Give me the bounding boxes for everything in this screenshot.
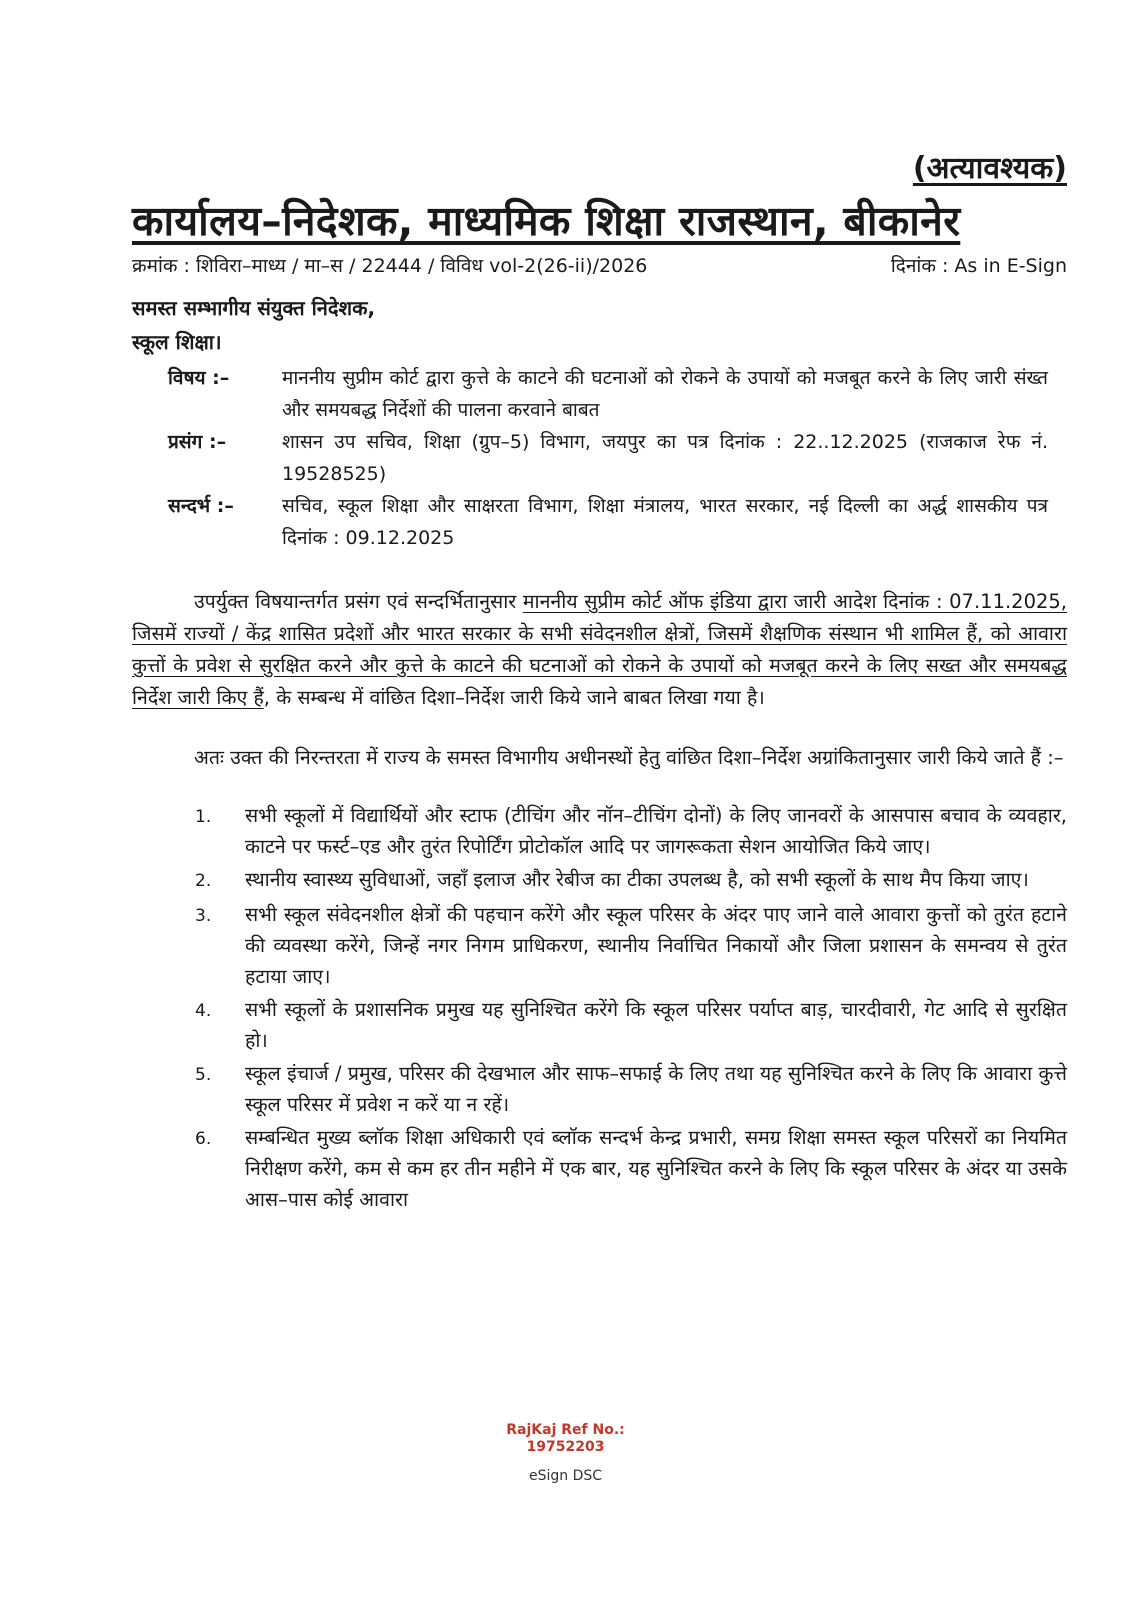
directive-list xyxy=(195,800,1067,1217)
reference-number: क्रमांक : शिविरा–माध्य / मा–स / 22444 / विविध vol-2(26-ii)/2026 xyxy=(132,255,648,277)
para1-underlined: माननीय सुप्रीम कोर्ट ऑफ इंडिया द्वारा जारी आदेश दिनांक : 07.11.2025, जिसमें राज्यों / केंद्र शासित प्रदेशों और भारत सरकार के सभी संवेदनशील क्षेत्रों, जिसमें शैक्षणिक संस्थान भी शामिल हैं, को आवारा कुत्तों के प्रवेश से सुरक्षित करने और कुत्ते के काटने की घटनाओं को रोकने के उपायों को मजबूत करने के लिए सख्त और समयबद्ध निर्देश जारी किए हैं xyxy=(132,590,1068,709)
addressee-line-1: समस्त सम्भागीय संयुक्त निदेशक, xyxy=(132,296,376,320)
body-paragraph-2: अतः उक्त की निरन्तरता में राज्य के समस्त विभागीय अधीनस्थों हेतु वांछित दिशा–निर्देश अग्रांकितानुसार जारी किये जाते हैं :– xyxy=(194,746,1064,769)
urgent-label: (अत्यावश्यक) xyxy=(912,151,1067,186)
reference-line xyxy=(132,252,1067,282)
list-item-number: 3. xyxy=(195,906,212,926)
body-paragraph-1 xyxy=(132,586,1067,714)
list-item-text: सम्बन्धित मुख्य ब्लॉक शिक्षा अधिकारी एवं ब्लॉक सन्दर्भ केन्द्र प्रभारी, समग्र शिक्षा समस्त स्कूल परिसरों का नियमित निरीक्षण करेंगे, कम से कम हर तीन महीने में एक बार, यह सुनिश्चित करने के लिए कि स्कूल परिसर के अंदर या उसके आस–पास कोई आवारा xyxy=(245,1126,1067,1211)
list-item-number: 5. xyxy=(195,1065,212,1085)
office-title: कार्यालय–निदेशक, माध्यमिक शिक्षा राजस्थान, बीकानेर xyxy=(132,197,961,245)
esign-footer xyxy=(0,1422,1131,1484)
list-item-number: 4. xyxy=(195,1001,212,1021)
context-text: सचिव, स्कूल शिक्षा और साक्षरता विभाग, शिक्षा मंत्रालय, भारत सरकार, नई दिल्ली का अर्द्ध शासकीय पत्र दिनांक : 09.12.2025 xyxy=(282,495,1048,549)
subject-label: विषय :– xyxy=(168,367,230,389)
list-item xyxy=(195,899,1067,992)
addressee xyxy=(132,291,375,359)
rajkaj-ref-label: RajKaj Ref No.: xyxy=(506,1422,625,1438)
list-item-text: सभी स्कूलों में विद्यार्थियों और स्टाफ (टीचिंग और नॉन–टीचिंग दोनों) के लिए जानवरों के आसपास बचाव के व्यवहार, काटने पर फर्स्ट–एड और तुरंत रिपोर्टिंग प्रोटोकॉल आदि पर जागरूकता सेशन आयोजित किये जाए। xyxy=(245,804,1067,858)
list-item-text: स्कूल इंचार्ज / प्रमुख, परिसर की देखभाल और साफ–सफाई के लिए तथा यह सुनिश्चित करने के लिए कि आवारा कुत्ते स्कूल परिसर में प्रवेश न करें या न रहें। xyxy=(245,1062,1067,1116)
reference-label: प्रसंग :– xyxy=(168,431,227,453)
list-item-text: सभी स्कूल संवेदनशील क्षेत्रों की पहचान करेंगे और स्कूल परिसर के अंदर पाए जाने वाले आवारा कुत्तों को तुरंत हटाने की व्यवस्था करेंगे, जिन्हें नगर निगम प्राधिकरण, स्थानीय निर्वाचित निकायों और जिला प्रशासन के समन्वय से तुरंत हटाया जाए। xyxy=(245,903,1067,988)
context-label: सन्दर्भ :– xyxy=(168,495,234,517)
para1-start: उपर्युक्त विषयान्तर्गत प्रसंग एवं सन्दर्भितानुसार xyxy=(194,590,517,613)
list-item xyxy=(195,994,1067,1056)
list-item xyxy=(195,800,1067,862)
list-item-text: सभी स्कूलों के प्रशासनिक प्रमुख यह सुनिश्चित करेंगे कि स्कूल परिसर पर्याप्त बाड़, चारदीवारी, गेट आदि से सुरक्षित हो। xyxy=(245,998,1067,1052)
addressee-line-2: स्कूल शिक्षा। xyxy=(132,330,222,354)
subject-text: माननीय सुप्रीम कोर्ट द्वारा कुत्ते के काटने की घटनाओं को रोकने के उपायों को मजबूत करने के लिए जारी संख्त और समयबद्ध निर्देशों की पालना करवाने बाबत xyxy=(282,367,1048,421)
list-item-text: स्थानीय स्वास्थ्य सुविधाओं, जहाँ इलाज और रेबीज का टीका उपलब्ध है, को सभी स्कूलों के साथ मैप किया जाए। xyxy=(245,868,1029,891)
rajkaj-ref-number: 19752203 xyxy=(526,1439,605,1455)
list-item-number: 6. xyxy=(195,1129,212,1149)
subject-row xyxy=(168,362,1048,426)
list-item-number: 2. xyxy=(195,871,212,891)
subject-block xyxy=(168,362,1048,554)
reference-text: शासन उप सचिव, शिक्षा (ग्रुप–5) विभाग, जयपुर का पत्र दिनांक : 22..12.2025 (राजकाज रेफ नं. 19528525) xyxy=(282,431,1048,485)
context-row xyxy=(168,490,1048,554)
list-item-number: 1. xyxy=(195,807,212,827)
letter-date: दिनांक : As in E-Sign xyxy=(890,255,1067,277)
esign-label: eSign DSC xyxy=(528,1468,603,1484)
reference-row xyxy=(168,426,1048,490)
list-item xyxy=(195,1058,1067,1120)
list-item xyxy=(195,1122,1067,1215)
list-item xyxy=(195,864,1067,897)
para1-end: , के सम्बन्ध में वांछित दिशा–निर्देश जारी किये जाने बाबत लिखा गया है। xyxy=(263,686,765,709)
